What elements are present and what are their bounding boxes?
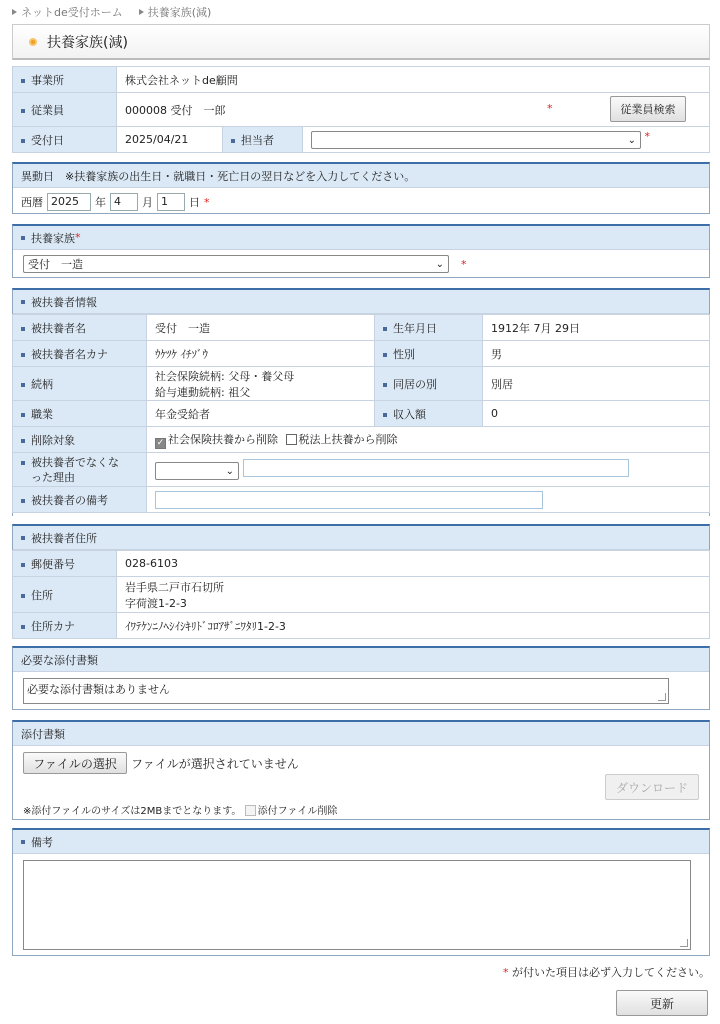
addr-value: 岩手県二戸市石切所 字荷渡1-2-3 (117, 577, 710, 613)
birth-label: 生年月日 (375, 315, 483, 341)
square-bullet-icon (21, 383, 25, 387)
chevron-down-icon: ⌄ (627, 134, 636, 146)
page-title: 扶養家族(減) (47, 34, 128, 51)
square-bullet-icon (231, 139, 235, 143)
file-chooser-row (23, 752, 299, 774)
change-date-title: 異動日 ※扶養家族の出生日・就職日・死亡日の翌日などを入力してください。 (13, 164, 709, 188)
reason-label: 被扶養者でなくな った理由 (13, 453, 147, 487)
zip-value: 028-6103 (117, 551, 710, 577)
dependent-remarks-input[interactable] (155, 491, 543, 509)
office-value: 株式会社ネットde顧問 (117, 67, 710, 93)
address-section (12, 524, 710, 550)
square-bullet-icon (21, 300, 25, 304)
month-input[interactable]: 4 (110, 193, 138, 211)
square-bullet-icon (21, 139, 25, 143)
person-in-charge-label: 担当者 (223, 127, 303, 153)
zip-label: 郵便番号 (13, 551, 117, 577)
reception-date-label: 受付日 (13, 127, 117, 153)
employee-search-button[interactable]: 従業員検索 (610, 96, 686, 122)
day-input[interactable]: 1 (157, 193, 185, 211)
required-docs-textarea[interactable]: 必要な添付書類はありません (23, 678, 669, 704)
reason-select[interactable] (155, 462, 239, 480)
update-button[interactable]: 更新 (616, 990, 708, 1016)
square-bullet-icon (21, 594, 25, 598)
relation-value: 社会保険続柄: 父母・養父母 給与連動続柄: 祖父 (147, 367, 375, 401)
remarks-textarea[interactable] (23, 860, 691, 950)
square-bullet-icon (21, 327, 25, 331)
choose-file-button[interactable]: ファイルの選択 (23, 752, 127, 774)
income-value: 0 (483, 401, 710, 427)
person-in-charge-select[interactable] (311, 131, 641, 149)
reason-cell (147, 453, 710, 487)
name-value: 受付 一造 (147, 315, 375, 341)
relation-label: 続柄 (13, 367, 147, 401)
download-button[interactable]: ダウンロード (605, 774, 699, 800)
square-bullet-icon (21, 536, 25, 540)
remarks-label: 被扶養者の備考 (13, 487, 147, 513)
attachment-size-note: ※添付ファイルのサイズは2MBまでとなります。 (23, 806, 242, 817)
square-bullet-icon (21, 499, 25, 503)
chevron-down-icon: ⌄ (435, 258, 444, 270)
delete-tax-checkbox[interactable] (286, 434, 297, 445)
required-docs-section (12, 646, 710, 710)
month-label: 月 (142, 196, 153, 209)
kana-value: ｳｹﾂｹ ｲﾁｿﾞｳ (147, 341, 375, 367)
resize-grip-icon[interactable] (658, 693, 666, 701)
square-bullet-icon (21, 236, 25, 240)
square-bullet-icon (383, 353, 387, 357)
breadcrumb (12, 4, 211, 20)
address-table (12, 550, 710, 639)
bullet-icon (29, 38, 37, 46)
delete-social-label: 社会保険扶養から削除 (168, 432, 278, 446)
required-mark: * (75, 231, 81, 244)
person-in-charge-cell (303, 127, 710, 153)
address-title: 被扶養者住所 (31, 531, 97, 545)
employee-cell (117, 93, 710, 127)
required-docs-title: 必要な添付書類 (13, 648, 709, 672)
day-label: 日 (189, 196, 200, 209)
required-mark: * (547, 102, 553, 115)
square-bullet-icon (383, 413, 387, 417)
change-date-section (12, 162, 710, 214)
year-label: 年 (95, 196, 106, 209)
dependent-select[interactable]: 受付 一造 ⌄ (23, 255, 449, 273)
dependent-info-title-bar (13, 290, 709, 314)
era-label: 西暦 (21, 196, 43, 209)
dependent-title: 扶養家族 (31, 231, 75, 245)
square-bullet-icon (383, 383, 387, 387)
remarks-cell (147, 487, 710, 513)
dependent-title-bar (13, 226, 709, 250)
resize-grip-icon[interactable] (680, 939, 688, 947)
square-bullet-icon (21, 625, 25, 629)
square-bullet-icon (21, 840, 25, 844)
gender-value: 男 (483, 341, 710, 367)
triangle-right-icon (139, 9, 144, 15)
addr-label: 住所 (13, 577, 117, 613)
office-label: 事業所 (13, 67, 117, 93)
employee-value: 000008 受付 一郎 (125, 103, 226, 117)
square-bullet-icon (21, 413, 25, 417)
delete-label: 削除対象 (13, 427, 147, 453)
page-title-bar (12, 24, 710, 60)
address-title-bar (13, 526, 709, 550)
cohabit-label: 同居の別 (375, 367, 483, 401)
delete-options (147, 427, 710, 453)
income-label: 収入額 (375, 401, 483, 427)
square-bullet-icon (21, 353, 25, 357)
breadcrumb-current: 扶養家族(減) (139, 4, 212, 20)
attachments-section (12, 720, 710, 820)
attachments-title: 添付書類 (13, 722, 709, 746)
square-bullet-icon (21, 563, 25, 567)
addr-kana-label: 住所カナ (13, 613, 117, 639)
remarks-title-bar (13, 830, 709, 854)
dependent-select-row (13, 250, 709, 278)
attachment-note-row (23, 802, 337, 817)
name-label: 被扶養者名 (13, 315, 147, 341)
reception-date-value: 2025/04/21 (117, 127, 223, 153)
attachment-delete-checkbox[interactable] (245, 805, 256, 816)
cohabit-value: 別居 (483, 367, 710, 401)
job-label: 職業 (13, 401, 147, 427)
reason-text-input[interactable] (243, 459, 629, 477)
employee-label: 従業員 (13, 93, 117, 127)
square-bullet-icon (21, 439, 25, 443)
required-mark: * (461, 257, 467, 271)
gender-label: 性別 (375, 341, 483, 367)
required-note: * が付いた項目は必ず入力してください。 (503, 966, 710, 979)
job-value: 年金受給者 (147, 401, 375, 427)
remarks-section (12, 828, 710, 956)
square-bullet-icon (21, 461, 25, 465)
chevron-down-icon: ⌄ (225, 465, 234, 477)
required-mark: * (204, 195, 210, 209)
no-file-text: ファイルが選択されていません (131, 756, 299, 771)
year-input[interactable]: 2025 (47, 193, 91, 211)
change-date-fields (13, 188, 709, 216)
delete-tax-label: 税法上扶養から削除 (298, 432, 398, 446)
attachment-delete-label: 添付ファイル削除 (257, 806, 338, 817)
birth-value: 1912年 7月 29日 (483, 315, 710, 341)
breadcrumb-home[interactable]: ネットde受付ホーム (12, 4, 123, 20)
kana-label: 被扶養者名カナ (13, 341, 147, 367)
delete-social-checkbox[interactable]: ✓ (156, 437, 165, 448)
dependent-section (12, 224, 710, 278)
square-bullet-icon (21, 79, 25, 83)
addr-kana-value: ｲﾜﾃｹﾝﾆﾉﾍｼｲｼｷﾘﾄﾞｺﾛｱｻﾞﾆﾜﾀﾘ1-2-3 (117, 613, 710, 639)
square-bullet-icon (21, 109, 25, 113)
required-mark: * (644, 130, 650, 143)
dependent-info-table (12, 314, 710, 513)
header-table (12, 66, 710, 153)
dependent-info-title: 被扶養者情報 (31, 295, 97, 309)
remarks-title: 備考 (31, 835, 53, 849)
triangle-right-icon (12, 9, 17, 15)
square-bullet-icon (383, 327, 387, 331)
